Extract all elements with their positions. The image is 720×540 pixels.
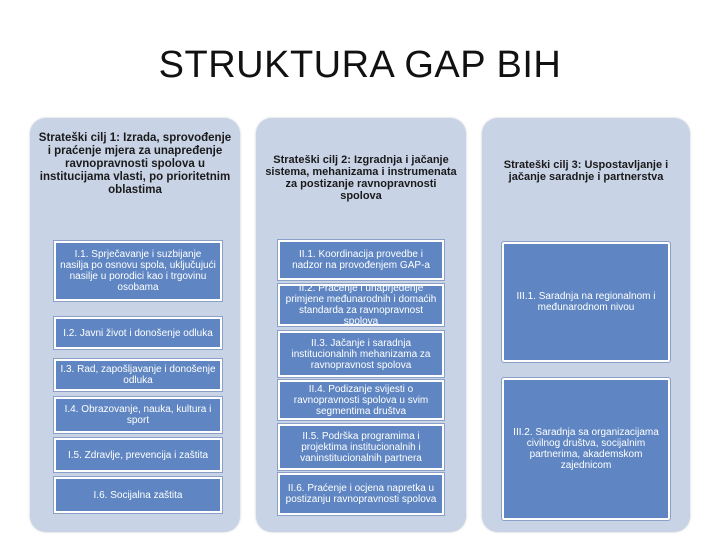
measure-box-1-6: I.6. Socijalna zaštita [54,477,222,513]
strategic-goal-1: Strateški cilj 1: Izrada, sprovođenje i praćenje mjera za unapređenje ravnopravnosti spolova u institucijama vlasti, po prioritetnim oblastima [38,132,232,196]
goal-column-3 [482,118,690,532]
measure-box-2-1: II.1. Koordinacija provedbe i nadzor na provođenjem GAP-a [278,240,444,280]
page-title: STRUKTURA GAP BIH [158,44,562,86]
measure-box-2-2: II.2. Praćenje i unaprjeđenje primjene međunarodnih i domaćih standarda za ravnopravnost spolova [278,284,444,326]
measure-box-2-6: II.6. Praćenje i ocjena napretka u postizanju ravnopravnosti spolova [278,473,444,515]
measure-box-1-5: I.5. Zdravlje, prevencija i zaštita [54,438,222,472]
measure-box-2-4: II.4. Podizanje svijesti o ravnopravnosti spolova u svim segmentima društva [278,380,444,420]
goal-column-2 [256,118,466,532]
measure-box-3-2: III.2. Saradnja sa organizacijama civilnog društva, socijalnim partnerima, akademskom zajednicom [502,378,670,520]
measure-box-1-4: I.4. Obrazovanje, nauka, kultura i sport [54,397,222,433]
strategic-goal-3: Strateški cilj 3: Uspostavljanje i jačanje saradnje i partnerstva [503,159,669,183]
strategic-goal-2: Strateški cilj 2: Izgradnja i jačanje sistema, mehanizama i instrumenata za postizanje ravnopravnosti spolova [265,154,457,202]
measure-box-1-2: I.2. Javni život i donošenje odluka [54,317,222,349]
measure-box-2-3: II.3. Jačanje i saradnja institucionalnih mehanizama za ravnopravnost spolova [278,331,444,377]
measure-box-3-1: III.1. Saradnja na regionalnom i međunarodnom nivou [502,242,670,362]
measure-box-1-3: I.3. Rad, zapošljavanje i donošenje odluka [54,359,222,391]
measure-box-1-1: I.1. Sprječavanje i suzbijanje nasilja po osnovu spola, uključujući nasilje u porodici kao i trgovinu osobama [54,241,222,301]
goal-column-1 [30,118,240,532]
measure-box-2-5: II.5. Podrška programima i projektima institucionalnih i vaninstitucionalnih partnera [278,424,444,470]
